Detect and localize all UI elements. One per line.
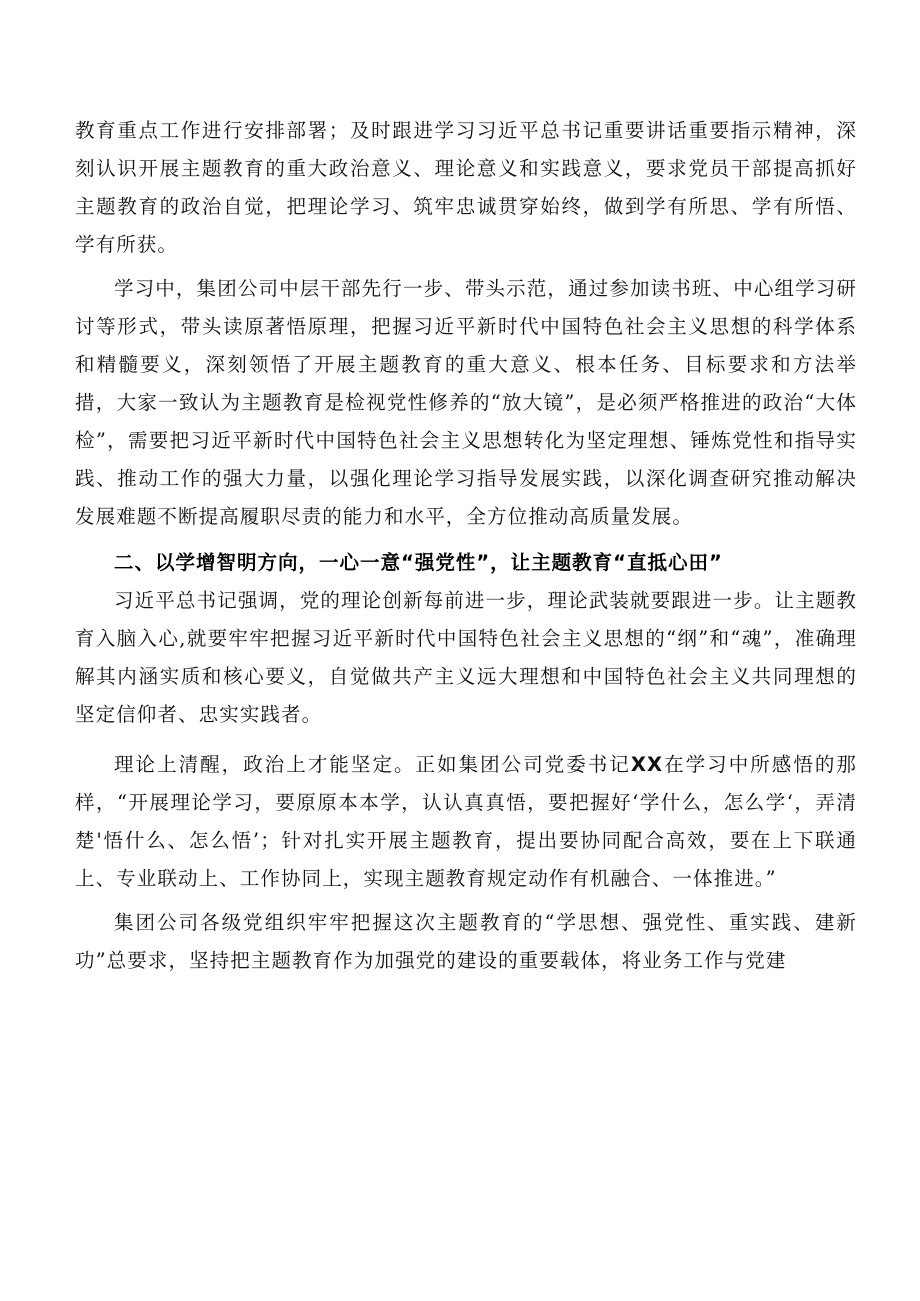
paragraph-continued: 教育重点工作进行安排部署；及时跟进学习习近平总书记重要讲话重要指示精神，深刻认识开展主题教育的重大政治意义、理论意义和实践意义，要求党员干部提高抓好主题教育的政治自觉，把理论学习、筑牢忠诚贯穿始终，做到学有所思、学有所悟、学有所获。 — [75, 119, 857, 256]
paragraph-party-organizations: 集团公司各级党组织牢牢把握这次主题教育的“学思想、强党性、重实践、建新功”总要求，坚持把主题教育作为加强党的建设的重要载体，将业务工作与党建 — [75, 911, 857, 972]
paragraph-theory: 习近平总书记强调，党的理论创新每前进一步，理论武装就要跟进一步。让主题教育入脑入心,就要牢牢把握习近平新时代中国特色社会主义思想的“纲”和“魂”，准确理解其内涵实质和核心要义，自觉做共产主义远大理想和中国特色社会主义共同理想的坚定信仰者、忠实实践者。 — [75, 589, 857, 726]
paragraph-study: 学习中，集团公司中层干部先行一步、带头示范，通过参加读书班、中心组学习研讨等形式，带头读原著悟原理，把握习近平新时代中国特色社会主义思想的科学体系和精髓要义，深刻领悟了开展主题教育的重大意义、根本任务、目标要求和方法举措，大家一致认为主题教育是检视党性修养的“放大镜”，是必须严格推进的政治“大体检”，需要把习近平新时代中国特色社会主义思想转化为坚定理想、锤炼党性和指导实践、推动工作的强大力量，以强化理论学习指导发展实践，以深化调查研究推动解决发展难题不断提高履职尽责的能力和水平，全方位推动高质量发展。 — [75, 277, 857, 528]
paragraph-secretary-quote-end: 在学习中所感悟的那样，“开展理论学习，要原原本本学，认认真真悟，要把握好‘学什么，怎么学‘，弄清楚'悟什么、怎么悟’；针对扎实开展主题教育，提出要协同配合高效，要在上下联通上、专业联动上、工作协同上，实现主题教育规定动作有机融合、一体推进。” — [75, 753, 858, 890]
secretary-name: XX — [630, 753, 664, 776]
section-heading-2: 二、以学增智明方向，一心一意“强党性”，让主题教育“直抵心田” — [114, 551, 723, 574]
paragraph-secretary-quote — [75, 746, 857, 898]
document-body — [75, 112, 857, 980]
paragraph-secretary-quote-start: 理论上清醒，政治上才能坚定。正如集团公司党委书记 — [114, 753, 631, 776]
